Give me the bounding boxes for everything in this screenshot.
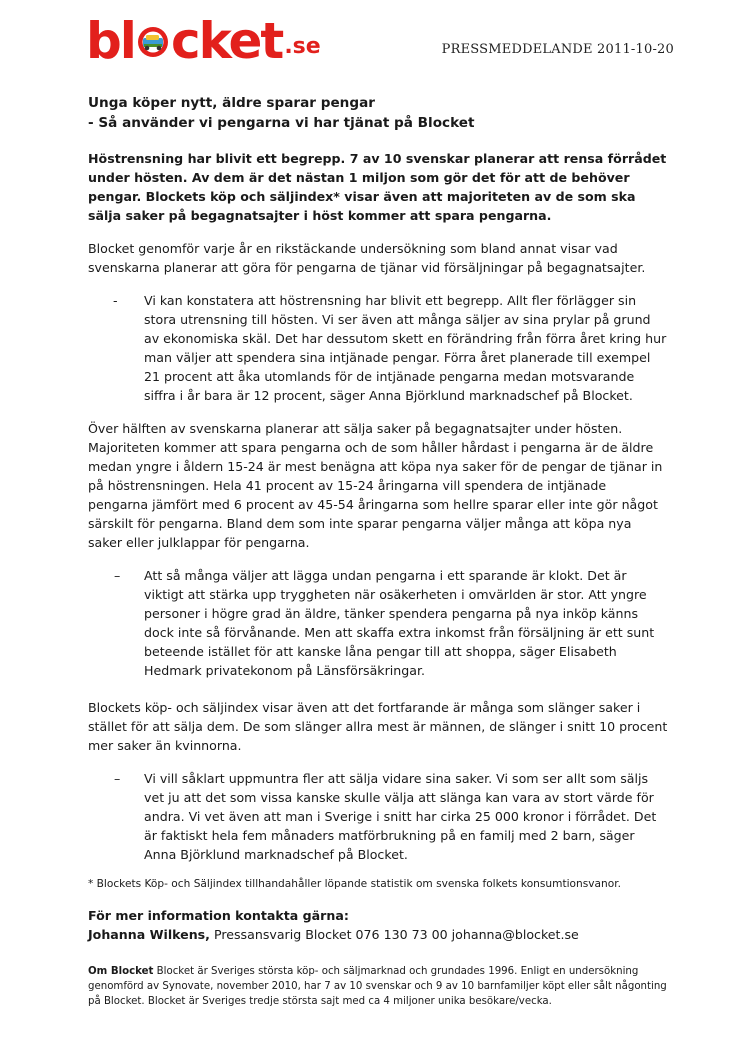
quote-dash: – bbox=[114, 568, 121, 583]
press-release-date: PRESSMEDDELANDE 2011-10-20 bbox=[441, 42, 674, 57]
about-blocket bbox=[88, 964, 668, 1009]
body-paragraph-1: Blocket genomför varje år en rikstäckande undersökning som bland annat visar vad svenskarna planerar att göra för pengarna de tjänar vid försäljningar på begagnatsajter. bbox=[88, 241, 646, 275]
quote-dash: - bbox=[113, 293, 118, 308]
blocket-logo bbox=[86, 12, 321, 70]
quote-text-3: Vi vill såklart uppmuntra fler att sälja vidare sina saker. Vi som ser allt som säljs vet ju att det som vissa kanske skulle välja att slänga kan vara av stort värde för andra. Vi vet även att man i Sverige i snitt har cirka 25 000 kronor i förrådet. Det är faktiskt hela fem månaders matförbrukning på en familj med 2 barn, säger Anna Björklund marknadschef på Blocket. bbox=[144, 771, 657, 862]
logo-car-icon bbox=[136, 25, 170, 59]
contact-block bbox=[88, 906, 668, 944]
quote-anna-2 bbox=[88, 769, 668, 864]
logo-text-bl: bl bbox=[86, 12, 135, 70]
logo-text-cket: cket bbox=[170, 12, 283, 70]
quote-text-1: Vi kan konstatera att höstrensning har blivit ett begrepp. Allt fler förlägger sin stora utrensning till hösten. Vi ser även att många säljer av sina prylar på grund av ekonomiska skäl. Det har dessutom skett en förändring från förra året kring hur man väljer att spendera sina intjänade pengar. Förra året planerade till exempel 21 procent att åka utomlands för de intjänade pengarna medan motsvarande siffra i år bara är 12 procent, säger Anna Björklund marknadschef på Blocket. bbox=[144, 293, 667, 403]
contact-name: Johanna Wilkens, bbox=[88, 927, 210, 942]
body-paragraph-2: Över hälften av svenskarna planerar att sälja saker på begagnatsajter under hösten. Majoriteten kommer att spara pengarna och de som håller hårdast i pengarna är de äldre medan yngre i åldern 15-24 är mest benägna att köpa nya saker för de pengar de tjänar in på höstrensningen. Hela 41 procent av 15-24 åringarna vill spendera de intjänade pengarna jämfört med 6 procent av 45-54 åringarna som hellre sparar eller inte gör något särskilt för pengarna. Bland dem som inte sparar pengarna väljer många att köpa nya saker eller julklappar för pengarna. bbox=[88, 421, 663, 550]
lead-paragraph: Höstrensning har blivit ett begrepp. 7 av 10 svenskar planerar att rensa förrådet under hösten. Av dem är det nästan 1 miljon som gör det för att de behöver pengar. Blockets köp och säljindex* visar även att majoriteten av de som ska sälja saker på begagnatsajter i höst kommer att spara pengarna. bbox=[88, 151, 667, 223]
quote-text-2: Att så många väljer att lägga undan pengarna i ett sparande är klokt. Det är viktigt att stärka upp tryggheten när osäkerheten i omvärlden är stor. Att yngre personer i högre grad än äldre, tänker spendera pengarna på nya inköp känns dock inte så förvånande. Men att skaffa extra inkomst från försäljning är ett sunt beteende istället för att kanske låna pengar till att shoppa, säger Elisabeth Hedmark privatekonom på Länsförsäkringar. bbox=[144, 568, 655, 678]
contact-heading: För mer information kontakta gärna: bbox=[88, 908, 349, 923]
headline: Unga köper nytt, äldre sparar pengar bbox=[88, 95, 375, 111]
contact-details: Pressansvarig Blocket 076 130 73 00 johanna@blocket.se bbox=[209, 927, 579, 942]
about-label: Om Blocket bbox=[88, 966, 154, 977]
quote-dash: – bbox=[114, 771, 121, 786]
document-body bbox=[88, 93, 668, 1009]
logo-tld: .se bbox=[284, 34, 321, 59]
about-text: Blocket är Sveriges största köp- och säljmarknad och grundades 1996. Enligt en undersökning genomförd av Synovate, november 2010, har 7 av 10 svenskar och 9 av 10 barnfamiljer köpt eller sålt någonting på Blocket. Blocket är Sveriges tredje största sajt med ca 4 miljoner unika besökare/vecka. bbox=[88, 966, 667, 1007]
quote-elisabeth bbox=[88, 566, 668, 680]
subheadline: - Så använder vi pengarna vi har tjänat på Blocket bbox=[88, 115, 475, 131]
quote-anna-1 bbox=[88, 291, 668, 405]
body-paragraph-3: Blockets köp- och säljindex visar även att det fortfarande är många som slänger saker i stället för att sälja dem. De som slänger allra mest är männen, de slänger i snitt 10 procent mer saker än kvinnorna. bbox=[88, 700, 668, 753]
footnote: * Blockets Köp- och Säljindex tillhandahåller löpande statistik om svenska folkets konsumtionsvanor. bbox=[88, 878, 621, 890]
